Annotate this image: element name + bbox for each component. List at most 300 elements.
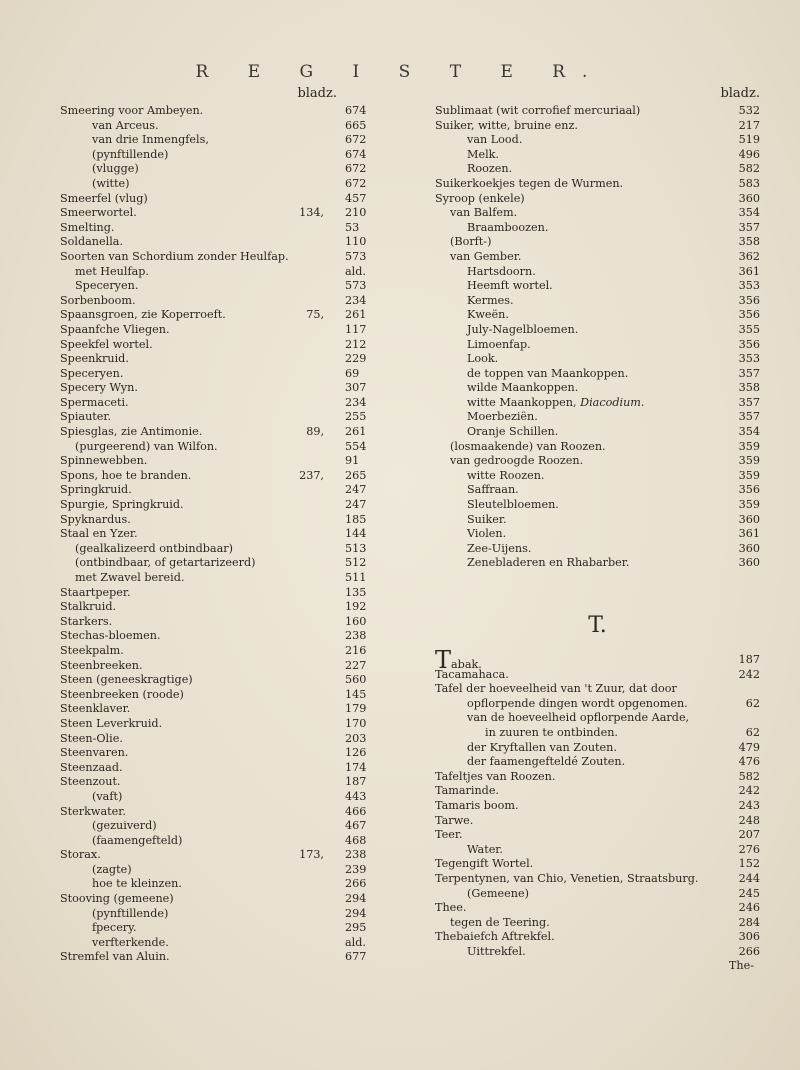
index-entry <box>60 104 385 119</box>
entry-page-number: 192 <box>345 600 367 614</box>
index-entry <box>60 410 385 425</box>
left-bladz-label: bladz. <box>297 86 337 101</box>
entry-page-number: 479 <box>738 740 760 754</box>
entry-term: Water. <box>467 842 503 856</box>
index-entry <box>60 732 385 747</box>
entry-page-number: 357 <box>738 220 760 234</box>
index-entry <box>60 323 385 338</box>
entry-term: Thebaiefch Aftrekfel. <box>435 930 555 944</box>
entry-page-number: 466 <box>345 804 367 818</box>
index-entry <box>435 770 760 785</box>
entry-page-number: 245 <box>738 886 760 900</box>
entry-page-number: 356 <box>738 308 760 322</box>
entry-page-number: 242 <box>738 784 760 798</box>
entry-page-number: 554 <box>345 439 367 453</box>
index-entry <box>60 688 385 703</box>
index-entry <box>60 556 385 571</box>
entry-page-number: 353 <box>738 352 760 366</box>
entry-term: Steenvaren. <box>60 746 129 760</box>
entry-term: Tafeltjes van Roozen. <box>435 769 556 783</box>
entry-page-number: 443 <box>345 789 367 803</box>
entry-page-number: 91 <box>345 454 360 468</box>
index-entry <box>60 673 385 688</box>
entry-first-page: 173, <box>299 848 324 862</box>
entry-term: van drie Inmengfels, <box>92 133 209 147</box>
entry-term: Speenkruid. <box>60 352 129 366</box>
index-entry <box>60 775 385 790</box>
index-entry <box>435 425 760 440</box>
entry-page-number: 210 <box>345 206 367 220</box>
entry-page-number: 239 <box>345 862 367 876</box>
entry-first-page: 237, <box>299 468 324 482</box>
index-entry <box>60 513 385 528</box>
entry-term: Steenbreeken. <box>60 658 143 672</box>
entry-term: (faamengefteld) <box>92 833 183 847</box>
entry-page-number: 672 <box>345 133 367 147</box>
entry-term: Stalkruid. <box>60 600 117 614</box>
entry-page-number: 212 <box>345 337 367 351</box>
entry-page-number: 135 <box>345 585 367 599</box>
index-entry <box>435 755 760 770</box>
entry-page-number: 468 <box>345 833 367 847</box>
index-entry <box>60 469 385 484</box>
entry-term: Teer. <box>435 828 463 842</box>
entry-page-number: 229 <box>345 352 367 366</box>
index-entry <box>60 848 385 863</box>
entry-term: Steenbreeken (roode) <box>60 687 184 701</box>
entry-term: Braamboozen. <box>467 220 549 234</box>
entry-page-number: 360 <box>738 512 760 526</box>
index-entry <box>60 586 385 601</box>
entry-page-number: 360 <box>738 556 760 570</box>
index-entry <box>435 265 760 280</box>
entry-term: in zuuren te ontbinden. <box>485 725 618 739</box>
entry-term: Spinnewebben. <box>60 454 148 468</box>
index-entry <box>435 469 760 484</box>
right-entries <box>435 104 760 571</box>
index-entry <box>60 367 385 382</box>
entry-page-number: 110 <box>345 235 367 249</box>
entry-page-number: 356 <box>738 337 760 351</box>
entry-term: Terpentynen, van Chio, Venetien, Straatsburg. <box>435 871 699 885</box>
entry-term: van Gember. <box>450 249 522 263</box>
entry-page-number: 53 <box>345 220 360 234</box>
entry-page-number: 244 <box>738 871 760 885</box>
index-entry <box>435 104 760 119</box>
index-entry <box>435 857 760 872</box>
entry-term: witte Maankoppen, Diacodium. <box>467 395 645 409</box>
entry-term: Spiesglas, zie Antimonie. <box>60 425 203 439</box>
entry-term: Suiker. <box>467 512 507 526</box>
entry-term: Spermaceti. <box>60 395 129 409</box>
index-entry <box>435 221 760 236</box>
entry-page-number: 247 <box>345 483 367 497</box>
entry-page-number: 62 <box>745 696 760 710</box>
entry-page-number: 582 <box>738 769 760 783</box>
entry-term: Tamarinde. <box>435 784 500 798</box>
entry-page-number: 360 <box>738 191 760 205</box>
index-entry <box>60 483 385 498</box>
entry-term: Uittrekfel. <box>467 944 526 958</box>
entry-page-number: 582 <box>738 162 760 176</box>
entry-term: Starkers. <box>60 614 113 628</box>
index-entry <box>60 863 385 878</box>
entry-term: Moerbeziën. <box>467 410 538 424</box>
entry-term: Sorbenboom. <box>60 293 136 307</box>
index-entry <box>60 148 385 163</box>
entry-first-page: 75, <box>306 308 324 322</box>
index-entry <box>435 697 760 712</box>
index-entry <box>435 887 760 902</box>
entry-term: Melk. <box>467 147 499 161</box>
index-entry <box>435 930 760 945</box>
index-entry <box>60 834 385 849</box>
entry-page-number: 467 <box>345 819 367 833</box>
entry-page-number: 247 <box>345 498 367 512</box>
index-entry <box>435 367 760 382</box>
index-entry <box>60 644 385 659</box>
entry-term: der Kryftallen van Zouten. <box>467 740 617 754</box>
index-entry <box>435 250 760 265</box>
right-bladz-label: bladz. <box>720 86 760 101</box>
entry-term: Sterkwater. <box>60 804 126 818</box>
entry-term: met Zwavel bereid. <box>75 571 185 584</box>
entry-term: Suikerkoekjes tegen de Wurmen. <box>435 176 624 190</box>
entry-page-number: 674 <box>345 104 367 117</box>
entry-page-number: 457 <box>345 191 367 205</box>
index-entry <box>435 527 760 542</box>
index-entry <box>435 294 760 309</box>
entry-term: Staal en Yzer. <box>60 527 138 541</box>
entry-term: tegen de Teering. <box>450 915 550 929</box>
index-entry <box>435 556 760 571</box>
entry-term: Sublimaat (wit corrofief mercuriaal) <box>435 104 641 117</box>
entry-term: Steenzout. <box>60 775 121 789</box>
entry-page-number: 677 <box>345 950 367 964</box>
entry-page-number: 359 <box>738 498 760 512</box>
entry-page-number: 361 <box>738 527 760 541</box>
index-entry <box>60 250 385 265</box>
entry-page-number: 266 <box>738 944 760 958</box>
entry-first-page: 89, <box>306 425 324 439</box>
entry-term: July-Nagelbloemen. <box>467 322 579 336</box>
index-entry <box>435 192 760 207</box>
index-entry <box>60 162 385 177</box>
index-entry <box>60 615 385 630</box>
entry-term: hoe te kleinzen. <box>92 877 182 891</box>
entry-term: Specery Wyn. <box>60 381 138 395</box>
index-entry <box>60 746 385 761</box>
index-entry <box>435 513 760 528</box>
entry-page-number: 246 <box>738 901 760 915</box>
entry-term: Soorten van Schordium zonder Heulfap. <box>60 249 289 263</box>
entry-term: Tarwe. <box>435 813 474 827</box>
entry-term: van Lood. <box>467 133 523 147</box>
index-entry <box>60 454 385 469</box>
index-entry <box>60 877 385 892</box>
index-entry <box>60 440 385 455</box>
entry-page-number: 356 <box>738 293 760 307</box>
entry-page-number: 357 <box>738 366 760 380</box>
entry-term: Tamaris boom. <box>435 798 519 812</box>
entry-term: (losmaakende) van Roozen. <box>450 439 606 453</box>
entry-page-number: 362 <box>738 249 760 263</box>
entry-term: (Borft-) <box>450 235 492 249</box>
index-entry <box>435 542 760 557</box>
entry-term: Tafel der hoeveelheid van 't Zuur, dat door <box>435 682 677 696</box>
section-letter-t: T. <box>588 613 607 638</box>
entry-page-number: 174 <box>345 760 367 774</box>
index-entry <box>435 682 760 697</box>
entry-term: Staartpeper. <box>60 585 131 599</box>
index-entry <box>435 323 760 338</box>
index-entry <box>435 814 760 829</box>
t-entries <box>435 646 760 959</box>
entry-page-number: 573 <box>345 249 367 263</box>
entry-term: Sleutelbloemen. <box>467 498 559 512</box>
index-entry <box>60 600 385 615</box>
entry-page-number: 261 <box>345 425 367 439</box>
entry-page-number: 203 <box>345 731 367 745</box>
index-entry <box>60 805 385 820</box>
index-entry <box>435 945 760 960</box>
index-entry <box>435 726 760 741</box>
catchword-row <box>435 959 760 974</box>
entry-page-number: 496 <box>738 147 760 161</box>
entry-page-number: 207 <box>738 828 760 842</box>
index-entry <box>60 308 385 323</box>
entry-term: Spurgie, Springkruid. <box>60 498 184 512</box>
index-entry <box>435 828 760 843</box>
index-entry <box>435 148 760 163</box>
entry-term: Stremfel van Aluin. <box>60 950 170 964</box>
index-entry <box>60 265 385 280</box>
index-entry <box>435 352 760 367</box>
entry-page-number: 361 <box>738 264 760 278</box>
entry-page-number: 359 <box>738 439 760 453</box>
entry-page-number: 357 <box>738 395 760 409</box>
index-entry <box>435 843 760 858</box>
entry-term: Springkruid. <box>60 483 132 497</box>
entry-term: Zee-Uijens. <box>467 541 532 555</box>
index-entry <box>435 206 760 221</box>
entry-page-number: 357 <box>738 410 760 424</box>
entry-term: wilde Maankoppen. <box>467 381 579 395</box>
entry-page-number: 234 <box>345 293 367 307</box>
index-entry <box>60 921 385 936</box>
entry-page-number: 573 <box>345 279 367 293</box>
entry-term: (zagte) <box>92 862 132 876</box>
entry-term: fpecery. <box>92 921 137 935</box>
index-entry <box>60 950 385 965</box>
entry-page-number: 227 <box>345 658 367 672</box>
index-entry <box>60 629 385 644</box>
entry-page-number: 261 <box>345 308 367 322</box>
entry-page-number: 560 <box>345 673 367 687</box>
entry-term: opflorpende dingen wordt opgenomen. <box>467 696 688 710</box>
entry-term: Soldanella. <box>60 235 124 249</box>
entry-term: Heemft wortel. <box>467 279 553 293</box>
entry-page-number: 512 <box>345 556 367 570</box>
index-entry <box>60 702 385 717</box>
entry-term: met Heulfap. <box>75 264 149 278</box>
running-head: R E G I S T E R. <box>195 62 605 82</box>
entry-page-number: 243 <box>738 798 760 812</box>
entry-page-number: 238 <box>345 848 367 862</box>
index-entry <box>60 177 385 192</box>
entry-term: van gedroogde Roozen. <box>450 454 584 468</box>
entry-page-number: 187 <box>345 775 367 789</box>
left-entries <box>60 104 385 965</box>
entry-term: (ontbindbaar, of getartarizeerd) <box>75 556 256 570</box>
index-entry <box>60 790 385 805</box>
entry-page-number: 306 <box>738 930 760 944</box>
entry-term: (pynftillende) <box>92 906 169 920</box>
right-column <box>435 86 760 974</box>
entry-page-number: 476 <box>738 755 760 769</box>
drop-cap: T <box>435 646 452 674</box>
entry-term: van Balfem. <box>450 206 518 220</box>
index-entry <box>60 279 385 294</box>
index-entry <box>60 119 385 134</box>
index-entry <box>60 761 385 776</box>
entry-term: Spiauter. <box>60 410 112 424</box>
entry-term: Stooving (gemeene) <box>60 892 174 906</box>
entry-term: Speceryen. <box>60 366 124 380</box>
left-column <box>60 86 385 965</box>
left-column-header <box>60 86 385 104</box>
entry-page-number: 187 <box>738 653 760 666</box>
entry-page-number: 354 <box>738 425 760 439</box>
entry-term: Steenzaad. <box>60 760 123 774</box>
entry-page-number: 583 <box>738 176 760 190</box>
entry-term: Smelting. <box>60 220 115 234</box>
index-entry <box>435 916 760 931</box>
entry-page-number: 359 <box>738 468 760 482</box>
entry-term: (pynftillende) <box>92 147 169 161</box>
entry-term: Steen (geneeskragtige) <box>60 673 193 687</box>
entry-page-number: 294 <box>345 906 367 920</box>
entry-page-number: 152 <box>738 857 760 871</box>
entry-page-number: 359 <box>738 454 760 468</box>
entry-page-number: 255 <box>345 410 367 424</box>
entry-page-number: 294 <box>345 892 367 906</box>
index-entry <box>435 396 760 411</box>
index-entry <box>60 294 385 309</box>
entry-term: (gezuiverd) <box>92 819 157 833</box>
index-entry <box>60 381 385 396</box>
entry-page-number: 360 <box>738 541 760 555</box>
entry-term: (purgeerend) van Wilfon. <box>75 439 218 453</box>
entry-term: Oranje Schillen. <box>467 425 559 439</box>
entry-term: Spyknardus. <box>60 512 131 526</box>
entry-term: van de hoeveelheid opflorpende Aarde, <box>467 711 690 725</box>
entry-page-number: 672 <box>345 176 367 190</box>
entry-page-number: 242 <box>738 667 760 681</box>
index-entry <box>435 799 760 814</box>
entry-term: witte Roozen. <box>467 468 545 482</box>
index-entry <box>435 119 760 134</box>
entry-page-number: 674 <box>345 147 367 161</box>
index-entry <box>435 133 760 148</box>
index-entry <box>435 901 760 916</box>
index-entry <box>60 425 385 440</box>
entry-term: Kermes. <box>467 293 514 307</box>
entry-term: Kweën. <box>467 308 509 322</box>
entry-term: Syroop (enkele) <box>435 191 525 205</box>
entry-term: Speekfel wortel. <box>60 337 153 351</box>
entry-term: Smeerwortel. <box>60 206 137 220</box>
index-entry <box>435 338 760 353</box>
entry-page-number: 126 <box>345 746 367 760</box>
entry-page-number: 354 <box>738 206 760 220</box>
entry-term: der faamengefteldé Zouten. <box>467 755 626 769</box>
right-column-header <box>435 86 760 104</box>
entry-page-number: 284 <box>738 915 760 929</box>
index-entry <box>60 659 385 674</box>
entry-term: Speceryen. <box>75 279 139 293</box>
index-entry <box>435 872 760 887</box>
entry-page-number: 265 <box>345 468 367 482</box>
entry-term: Tegengift Wortel. <box>435 857 534 871</box>
entry-page-number: 117 <box>345 322 367 336</box>
entry-term-rest: abak. <box>451 658 482 671</box>
entry-page-number: 307 <box>345 381 367 395</box>
entry-page-number: 145 <box>345 687 367 701</box>
entry-page-number: 276 <box>738 842 760 856</box>
entry-page-number: 170 <box>345 716 367 730</box>
entry-term: (witte) <box>92 176 130 190</box>
entry-term: de toppen van Maankoppen. <box>467 366 629 380</box>
index-entry <box>60 571 385 586</box>
entry-page-number: 217 <box>738 118 760 132</box>
entry-page-number: ald. <box>345 264 366 278</box>
index-entry <box>60 396 385 411</box>
index-entry <box>435 410 760 425</box>
index-entry <box>60 819 385 834</box>
entry-page-number: 665 <box>345 118 367 132</box>
entry-page-number: 160 <box>345 614 367 628</box>
entry-page-number: 185 <box>345 512 367 526</box>
entry-term: Stechas-bloemen. <box>60 629 161 643</box>
entry-term: Violen. <box>467 527 507 541</box>
entry-page-number: 234 <box>345 395 367 409</box>
index-entry <box>435 498 760 513</box>
index-entry <box>60 352 385 367</box>
entry-term: Suiker, witte, bruine enz. <box>435 118 578 132</box>
entry-page-number: 672 <box>345 162 367 176</box>
entry-term: (gealkalizeerd ontbindbaar) <box>75 541 233 555</box>
index-entry <box>60 235 385 250</box>
index-entry <box>60 907 385 922</box>
index-entry <box>435 711 760 726</box>
entry-term: van Arceus. <box>92 118 159 132</box>
index-entry <box>435 454 760 469</box>
entry-term: Tacamahaca. <box>435 667 509 681</box>
entry-page-number: 238 <box>345 629 367 643</box>
entry-first-page: 134, <box>299 206 324 220</box>
index-entry <box>60 192 385 207</box>
entry-term: Steenklaver. <box>60 702 131 716</box>
entry-page-number: ald. <box>345 935 366 949</box>
index-entry <box>60 892 385 907</box>
index-entry <box>435 381 760 396</box>
entry-page-number: 513 <box>345 541 367 555</box>
catchword: The- <box>728 959 754 973</box>
entry-page-number: 532 <box>738 104 760 117</box>
entry-page-number: 62 <box>745 725 760 739</box>
entry-term: Saffraan. <box>467 483 519 497</box>
